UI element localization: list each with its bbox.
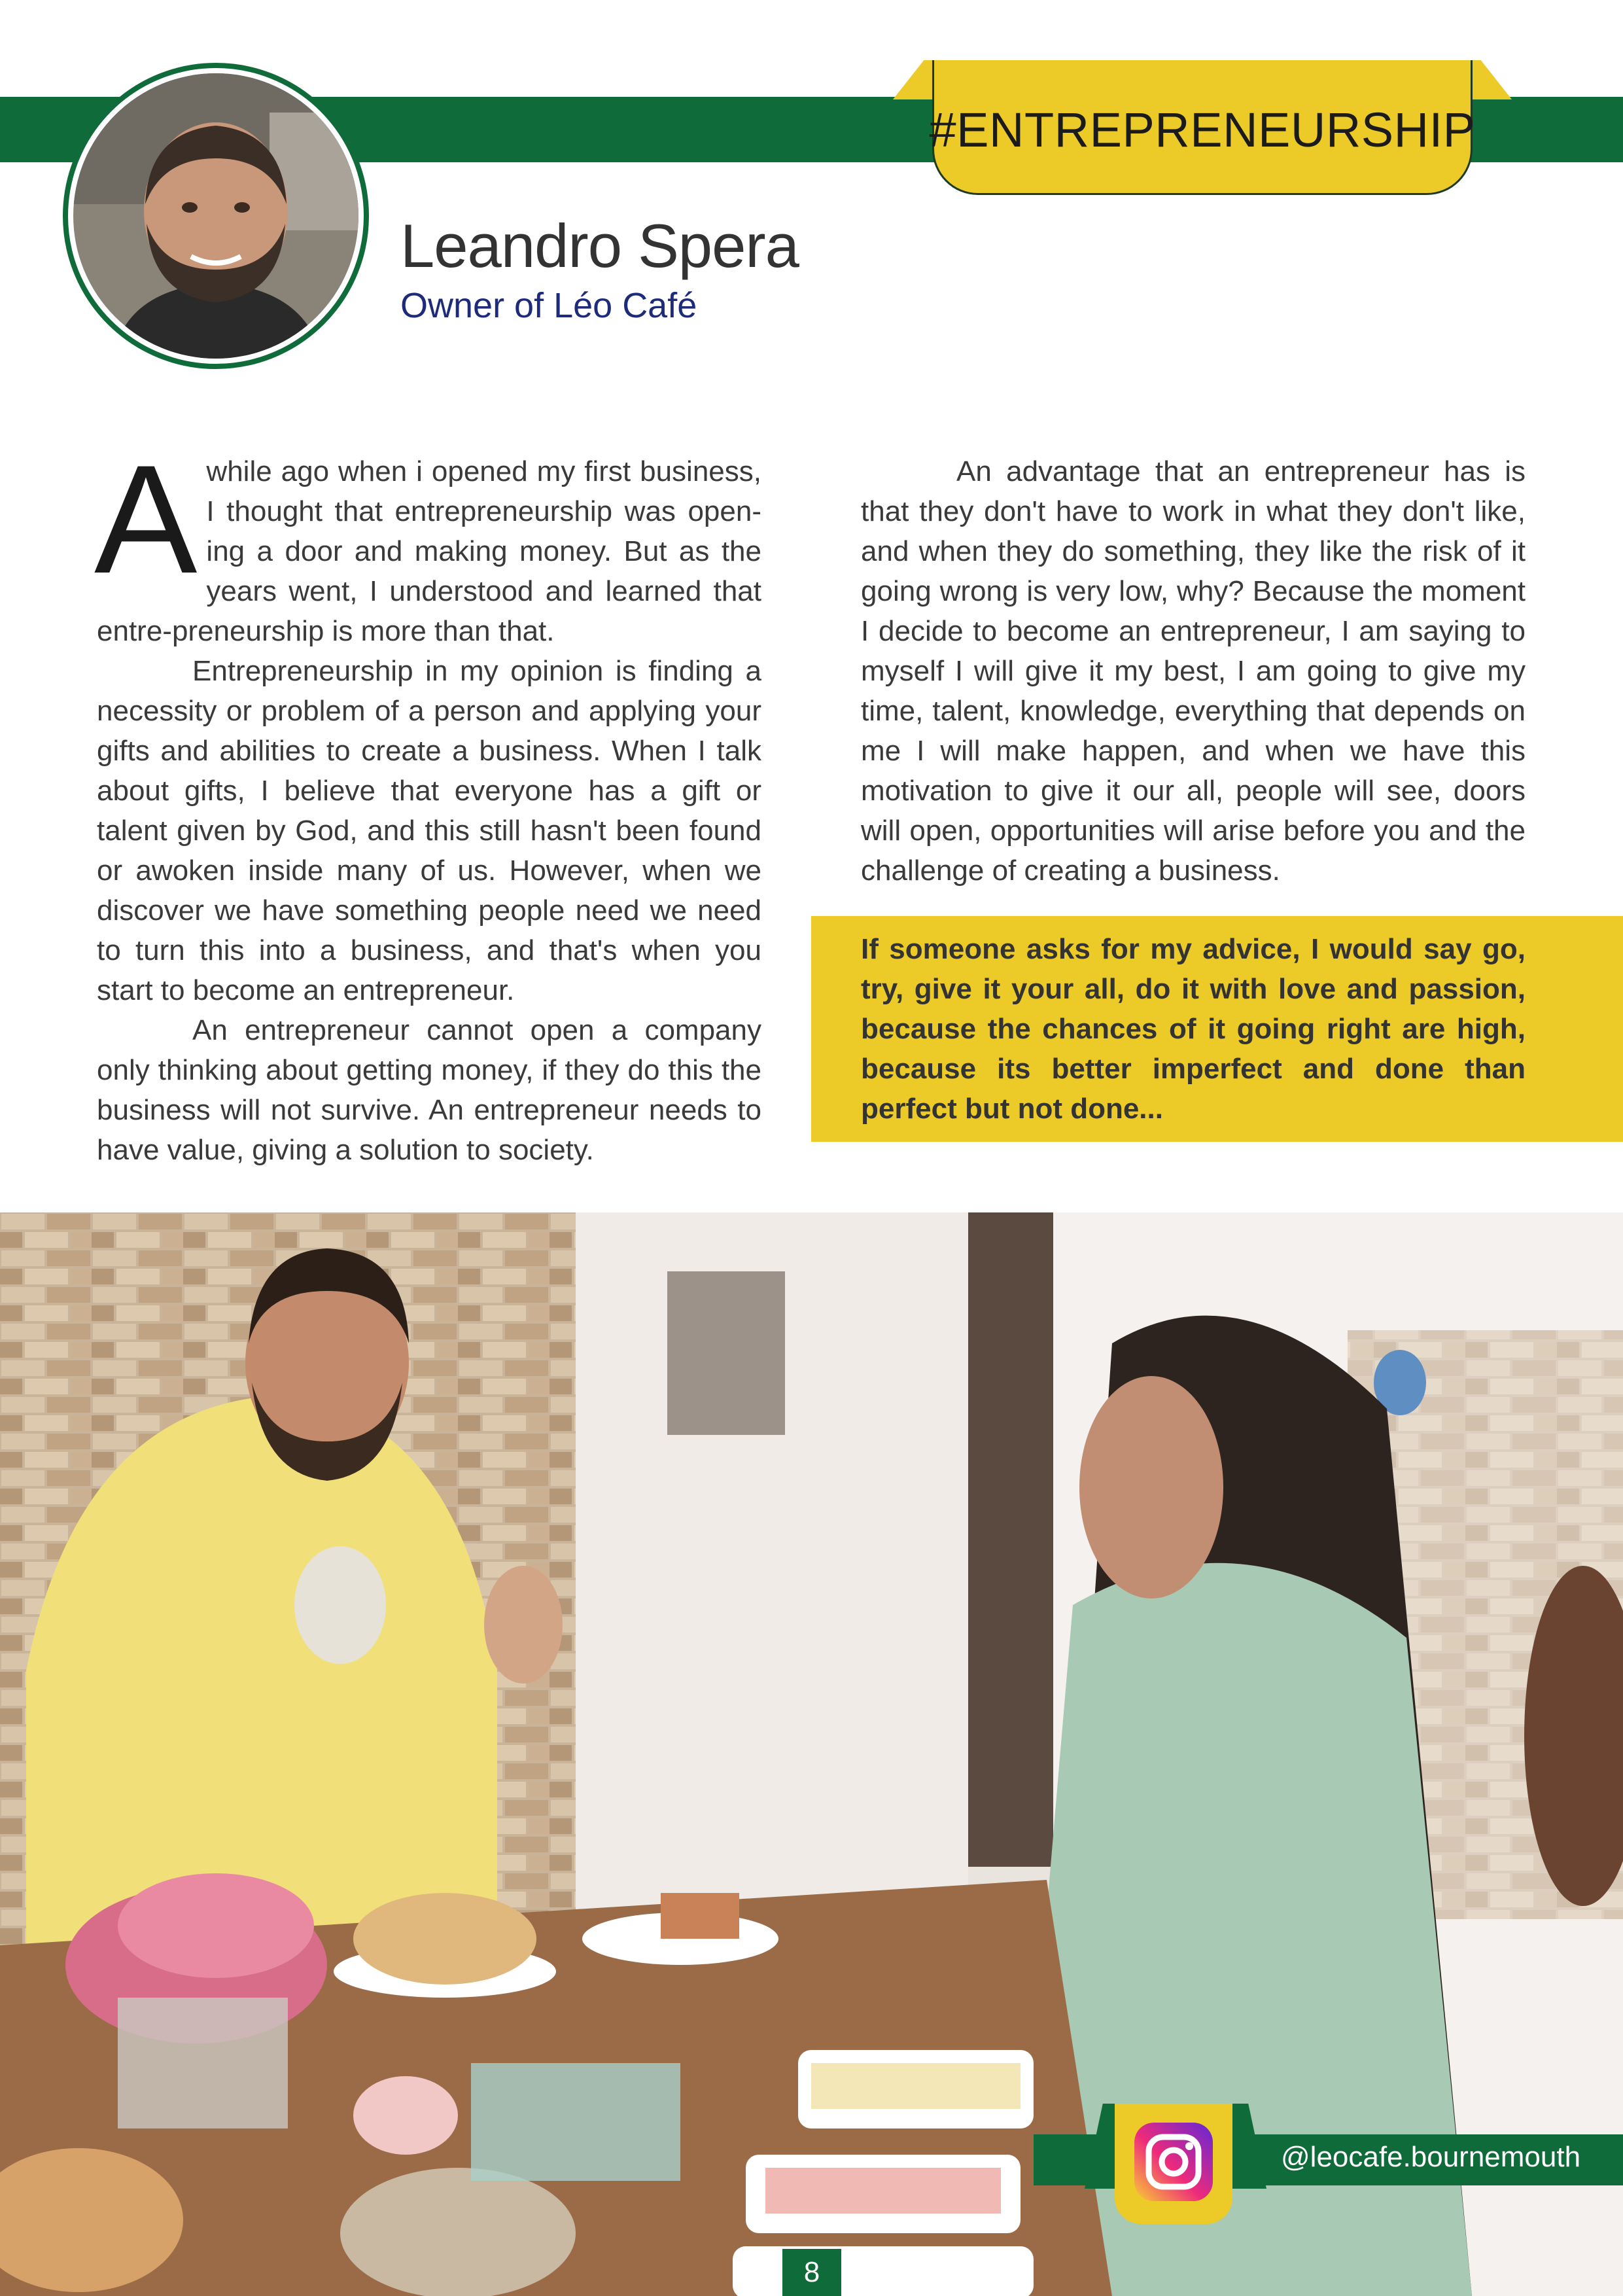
avatar [73,73,358,359]
cafe-scene-image [0,1212,1623,2296]
paragraph-1 [94,433,761,651]
instagram-handle[interactable]: @leocafe.bournemouth [1281,2141,1581,2173]
paragraph-1-text: while ago when i opened my first business, I thought that entrepreneurship was open-ing a door and making money. But as the years went, I understood and learned that entre-preneurship is more than that. [97,455,761,647]
section-tag [929,60,1476,195]
paragraph-3: An entrepreneur cannot open a company only thinking about getting money, if they do this the business will not survive. An entrepreneur needs to have value, giving a solution to society. [97,1014,761,1166]
article-column-right [861,451,1526,891]
person-name: Leandro Spera [400,211,799,280]
cafe-photo [0,1212,1623,2296]
paragraph-4: An advantage that an entrepreneur has is that they don't have to work in what they don't like, and when they do something, they like the risk of it going wrong is very low, why? Because the moment I decide to become an entrepreneur, I am saying to myself I will give it my best, I am going to give my time, talent, knowledge, everything that depends on me I will make happen, and when we have this motivation to give it our all, people will see, doors will open, opportunities will arise before you and the challenge of creating a business. [861,455,1526,887]
article-column-left [94,433,761,1170]
avatar-photo [73,73,358,359]
paragraph-2: Entrepreneurship in my opinion is finding a necessity or problem of a person and applying your gifts and abilities to create a business. When I talk about gifts, I believe that everyone has a gift or talent given by God, and this still hasn't been found or awoken inside many of us. However, when we discover we have something people need we need to turn this into a business, and that's when you start to become an entrepreneur. [97,655,761,1006]
pull-quote: If someone asks for my advice, I would say go, try, give it your all, do it with love and passion, because the chances of it going right are high, because its better imperfect and done than perfect but not done... [861,933,1526,1125]
drop-cap: A [94,433,198,606]
instagram-icon[interactable] [1132,2120,1215,2204]
page-number: 8 [782,2249,841,2296]
section-tag-label: #ENTREPRENEURSHIP [929,103,1476,157]
person-role: Owner of Léo Café [400,286,697,325]
